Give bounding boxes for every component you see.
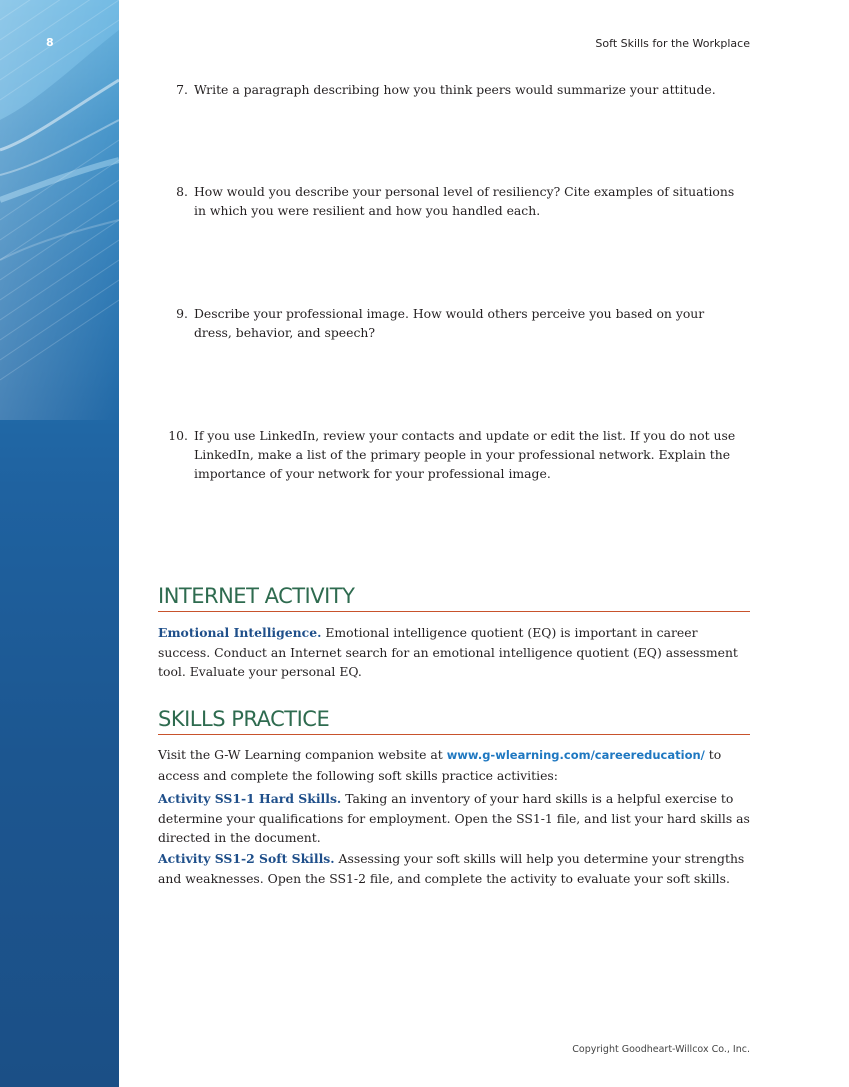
intro-text-after: to access and complete the following soft skills practice activities: xyxy=(158,747,722,783)
activity-ss1-2-paragraph xyxy=(158,849,750,888)
wave-pattern-icon xyxy=(0,0,119,1087)
question-text: Describe your professional image. How would others perceive you based on your dress, behavior, and speech? xyxy=(194,306,705,340)
internet-activity-lead: Emotional Intelligence. xyxy=(158,625,322,640)
companion-website-link[interactable]: www.g-wlearning.com/careereducation/ xyxy=(446,748,705,762)
question-number: 7. xyxy=(176,82,188,97)
running-head: Soft Skills for the Workplace xyxy=(595,37,750,50)
question-text: Write a paragraph describing how you think peers would summarize your attitude. xyxy=(194,82,716,97)
question-item xyxy=(158,80,738,99)
copyright-notice: Copyright Goodheart-Willcox Co., Inc. xyxy=(572,1044,750,1055)
activity-ss1-1-lead: Activity SS1-1 Hard Skills. xyxy=(158,791,342,806)
question-number: 10. xyxy=(168,428,188,443)
activity-ss1-2-lead: Activity SS1-2 Soft Skills. xyxy=(158,851,335,866)
activity-ss1-1-body: Taking an inventory of your hard skills is a helpful exercise to determine your qualifications for employment. Open the SS1-1 file, and list your hard skills as directed in the document. xyxy=(158,791,750,845)
section-heading-internet-activity: INTERNET ACTIVITY xyxy=(158,582,750,612)
question-item xyxy=(158,426,738,483)
question-number: 8. xyxy=(176,184,188,199)
question-text: How would you describe your personal level of resiliency? Cite examples of situations in which you were resilient and how you handled each. xyxy=(194,184,735,218)
internet-activity-body: Emotional intelligence quotient (EQ) is important in career success. Conduct an Internet search for an emotional intelligence quotient (EQ) assessment tool. Evaluate your personal EQ. xyxy=(158,625,738,679)
question-item xyxy=(158,182,738,220)
activity-ss1-2-body: Assessing your soft skills will help you determine your strengths and weaknesses. Open the SS1-2 file, and complete the activity to evaluate your soft skills. xyxy=(158,851,745,886)
internet-activity-paragraph xyxy=(158,623,750,682)
section-heading-skills-practice: SKILLS PRACTICE xyxy=(158,705,750,735)
activity-ss1-1-paragraph xyxy=(158,789,750,848)
intro-text-before: Visit the G-W Learning companion website at xyxy=(158,747,447,762)
decorative-sidebar xyxy=(0,0,119,1087)
skills-practice-intro xyxy=(158,745,750,785)
page-number: 8 xyxy=(46,36,54,49)
question-text: If you use LinkedIn, review your contacts and update or edit the list. If you do not use LinkedIn, make a list of the primary people in your professional network. Explain the importance of your network for your professional image. xyxy=(194,428,736,481)
question-item xyxy=(158,304,738,342)
question-number: 9. xyxy=(176,306,188,321)
